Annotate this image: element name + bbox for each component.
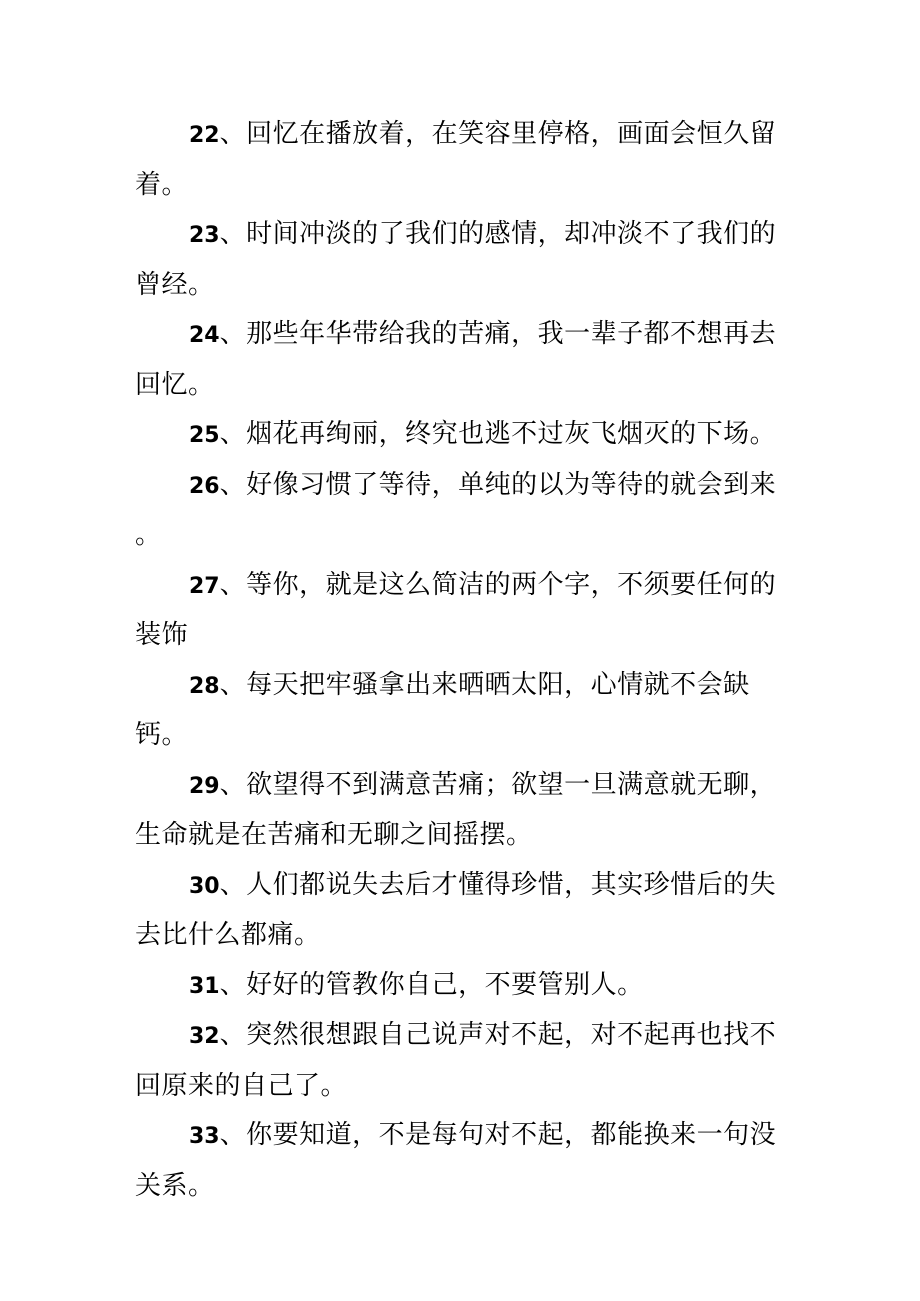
item-text: 、每天把牢骚拿出来晒晒太阳，心情就不会缺钙。 <box>135 669 750 750</box>
paragraph-22 <box>135 110 797 210</box>
paragraph-24 <box>135 310 797 410</box>
item-number: 27 <box>189 573 220 599</box>
paragraph-33 <box>135 1111 797 1211</box>
paragraph-29 <box>135 761 797 861</box>
paragraph-27 <box>135 561 797 661</box>
item-text: 、欲望得不到满意苦痛；欲望一旦满意就无聊，生命就是在苦痛和无聊之间摇摆。 <box>135 769 777 850</box>
item-text: 、回忆在播放着，在笑容里停格，画面会恒久留着。 <box>135 119 777 200</box>
paragraph-25 <box>135 410 797 461</box>
item-number: 31 <box>189 973 220 999</box>
item-number: 25 <box>189 423 220 448</box>
item-text: 、烟花再绚丽，终究也逃不过灰飞烟灭的下场。 <box>219 419 777 449</box>
paragraph-28 <box>135 661 797 761</box>
item-number: 24 <box>189 323 220 348</box>
paragraph-23 <box>135 210 797 310</box>
item-number: 29 <box>189 773 220 799</box>
item-number: 28 <box>189 673 220 699</box>
item-number: 23 <box>189 223 220 248</box>
item-text: 、你要知道，不是每句对不起，都能换来一句没关系。 <box>135 1120 777 1201</box>
item-number: 32 <box>189 1024 220 1049</box>
item-number: 26 <box>189 473 220 499</box>
paragraph-30 <box>135 861 797 961</box>
document-body <box>135 110 797 1211</box>
item-number: 22 <box>189 123 220 148</box>
item-text: 、那些年华带给我的苦痛，我一辈子都不想再去回忆。 <box>135 319 777 400</box>
item-text: 、时间冲淡的了我们的感情，却冲淡不了我们的曾经。 <box>135 219 777 300</box>
paragraph-32 <box>135 1011 797 1111</box>
item-text: 、突然很想跟自己说声对不起，对不起再也找不回原来的自己了。 <box>135 1020 777 1101</box>
item-text: 、人们都说失去后才懂得珍惜，其实珍惜后的失去比什么都痛。 <box>135 869 777 950</box>
item-text: 、等你，就是这么简洁的两个字，不须要任何的装饰 <box>135 569 777 650</box>
item-text: 、好好的管教你自己，不要管别人。 <box>219 969 644 1000</box>
item-text: 、好像习惯了等待，单纯的以为等待的就会到来 。 <box>135 469 777 550</box>
item-number: 30 <box>189 873 220 899</box>
item-number: 33 <box>189 1124 220 1149</box>
paragraph-26 <box>135 461 797 561</box>
paragraph-31 <box>135 961 797 1012</box>
